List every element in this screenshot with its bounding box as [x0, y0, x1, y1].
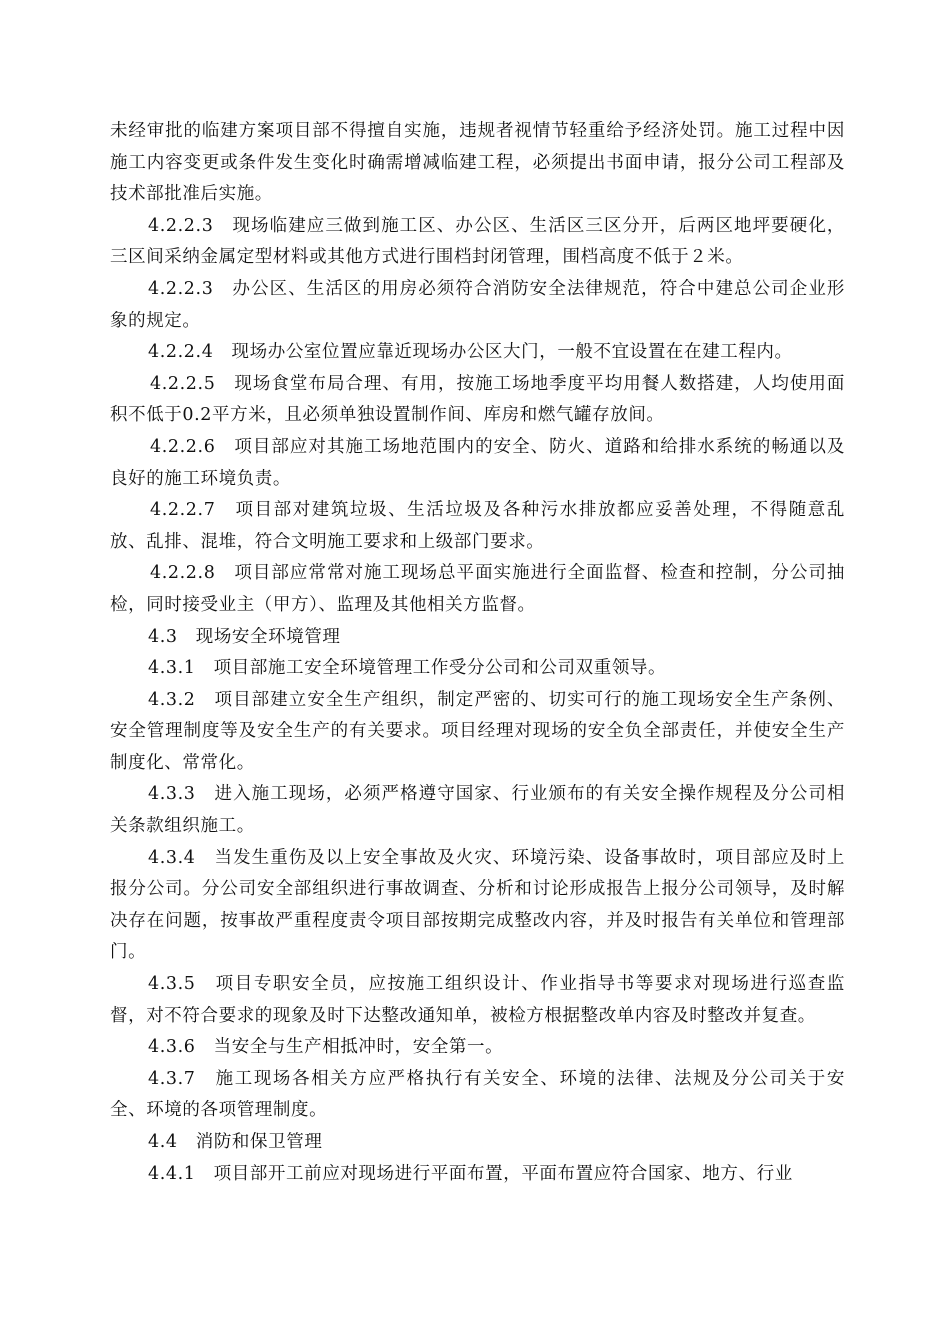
paragraph-4-4-1: 4.4.1 项目部开工前应对现场进行平面布置，平面布置应符合国家、地方、行业: [148, 1163, 793, 1184]
paragraph-4-3-5: 4.3.5 项目专职安全员，应按施工组织设计、作业指导书等要求对现场进行巡查监督，对不符合要求的现象及时下达整改通知单，被检方根据整改单内容及时整改并复查。: [110, 974, 845, 1026]
paragraph-4-3-6: 4.3.6 当安全与生产相抵冲时，安全第一。: [148, 1037, 504, 1058]
section-heading-4-3: 4.3 现场安全环境管理: [148, 626, 341, 647]
paragraph-4-2-2-5-canteen: 4.2.2.5 现场食堂布局合理、有用，按施工场地季度平均用餐人数搭建，人均使用面积不低于0.2平方米，且必须单独设置制作间、库房和燃气罐存放间。: [110, 373, 845, 426]
paragraph-4-2-2-4-office: 4.2.2.4 现场办公室位置应靠近现场办公区大门，一般不宜设置在在建工程内。: [148, 342, 793, 363]
paragraph-4-3-7: 4.3.7 施工现场各相关方应严格执行有关安全、环境的法律、法规及分公司关于安全、环境的各项管理制度。: [110, 1068, 845, 1121]
section-heading-4-4: 4.4 消防和保卫管理: [148, 1132, 323, 1152]
document-body: [110, 116, 845, 1190]
paragraph-4-3-2: 4.3.2 项目部建立安全生产组织，制定严密的、切实可行的施工现场安全生产条例、安全管理制度等及安全生产的有关要求。项目经理对现场的安全负全部责任，并使安全生产制度化、常常化。: [110, 689, 845, 773]
paragraph-temporary-works-approval: 未经审批的临建方案项目部不得擅自实施，违规者视情节轻重给予经济处罚。施工过程中因施工内容变更或条件发生变化时确需增减临建工程，必须提出书面申请，报分公司工程部及技术部批准后实施。: [110, 121, 845, 205]
paragraph-4-2-2-3-fire-safety: 4.2.2.3 办公区、生活区的用房必须符合消防安全法律规范，符合中建总公司企业形象的规定。: [110, 278, 845, 331]
paragraph-4-3-4: 4.3.4 当发生重伤及以上安全事故及火灾、环境污染、设备事故时，项目部应及时上报分公司。分公司安全部组织进行事故调查、分析和讨论形成报告上报分公司领导，及时解决存在问题，按事故严重程度责令项目部按期完成整改内容，并及时报告有关单位和管理部门。: [110, 847, 845, 963]
paragraph-4-2-2-3-zones: 4.2.2.3 现场临建应三做到施工区、办公区、生活区三区分开，后两区地坪要硬化，三区间采纳金属定型材料或其他方式进行围档封闭管理，围档高度不低于２米。: [110, 215, 845, 268]
paragraph-4-3-1: 4.3.1 项目部施工安全环境管理工作受分公司和公司双重领导。: [148, 658, 667, 679]
paragraph-4-2-2-7-waste: 4.2.2.7 项目部对建筑垃圾、生活垃圾及各种污水排放都应妥善处理，不得随意乱放、乱排、混堆，符合文明施工要求和上级部门要求。: [110, 500, 845, 552]
paragraph-4-2-2-8-supervision: 4.2.2.8 项目部应常常对施工现场总平面实施进行全面监督、检查和控制，分公司抽检，同时接受业主（甲方）、监理及其他相关方监督。: [110, 563, 845, 615]
paragraph-4-3-3: 4.3.3 进入施工现场，必须严格遵守国家、行业颁布的有关安全操作规程及分公司相关条款组织施工。: [110, 784, 845, 837]
paragraph-4-2-2-6-site: 4.2.2.6 项目部应对其施工场地范围内的安全、防火、道路和给排水系统的畅通以及良好的施工环境负责。: [110, 436, 845, 489]
